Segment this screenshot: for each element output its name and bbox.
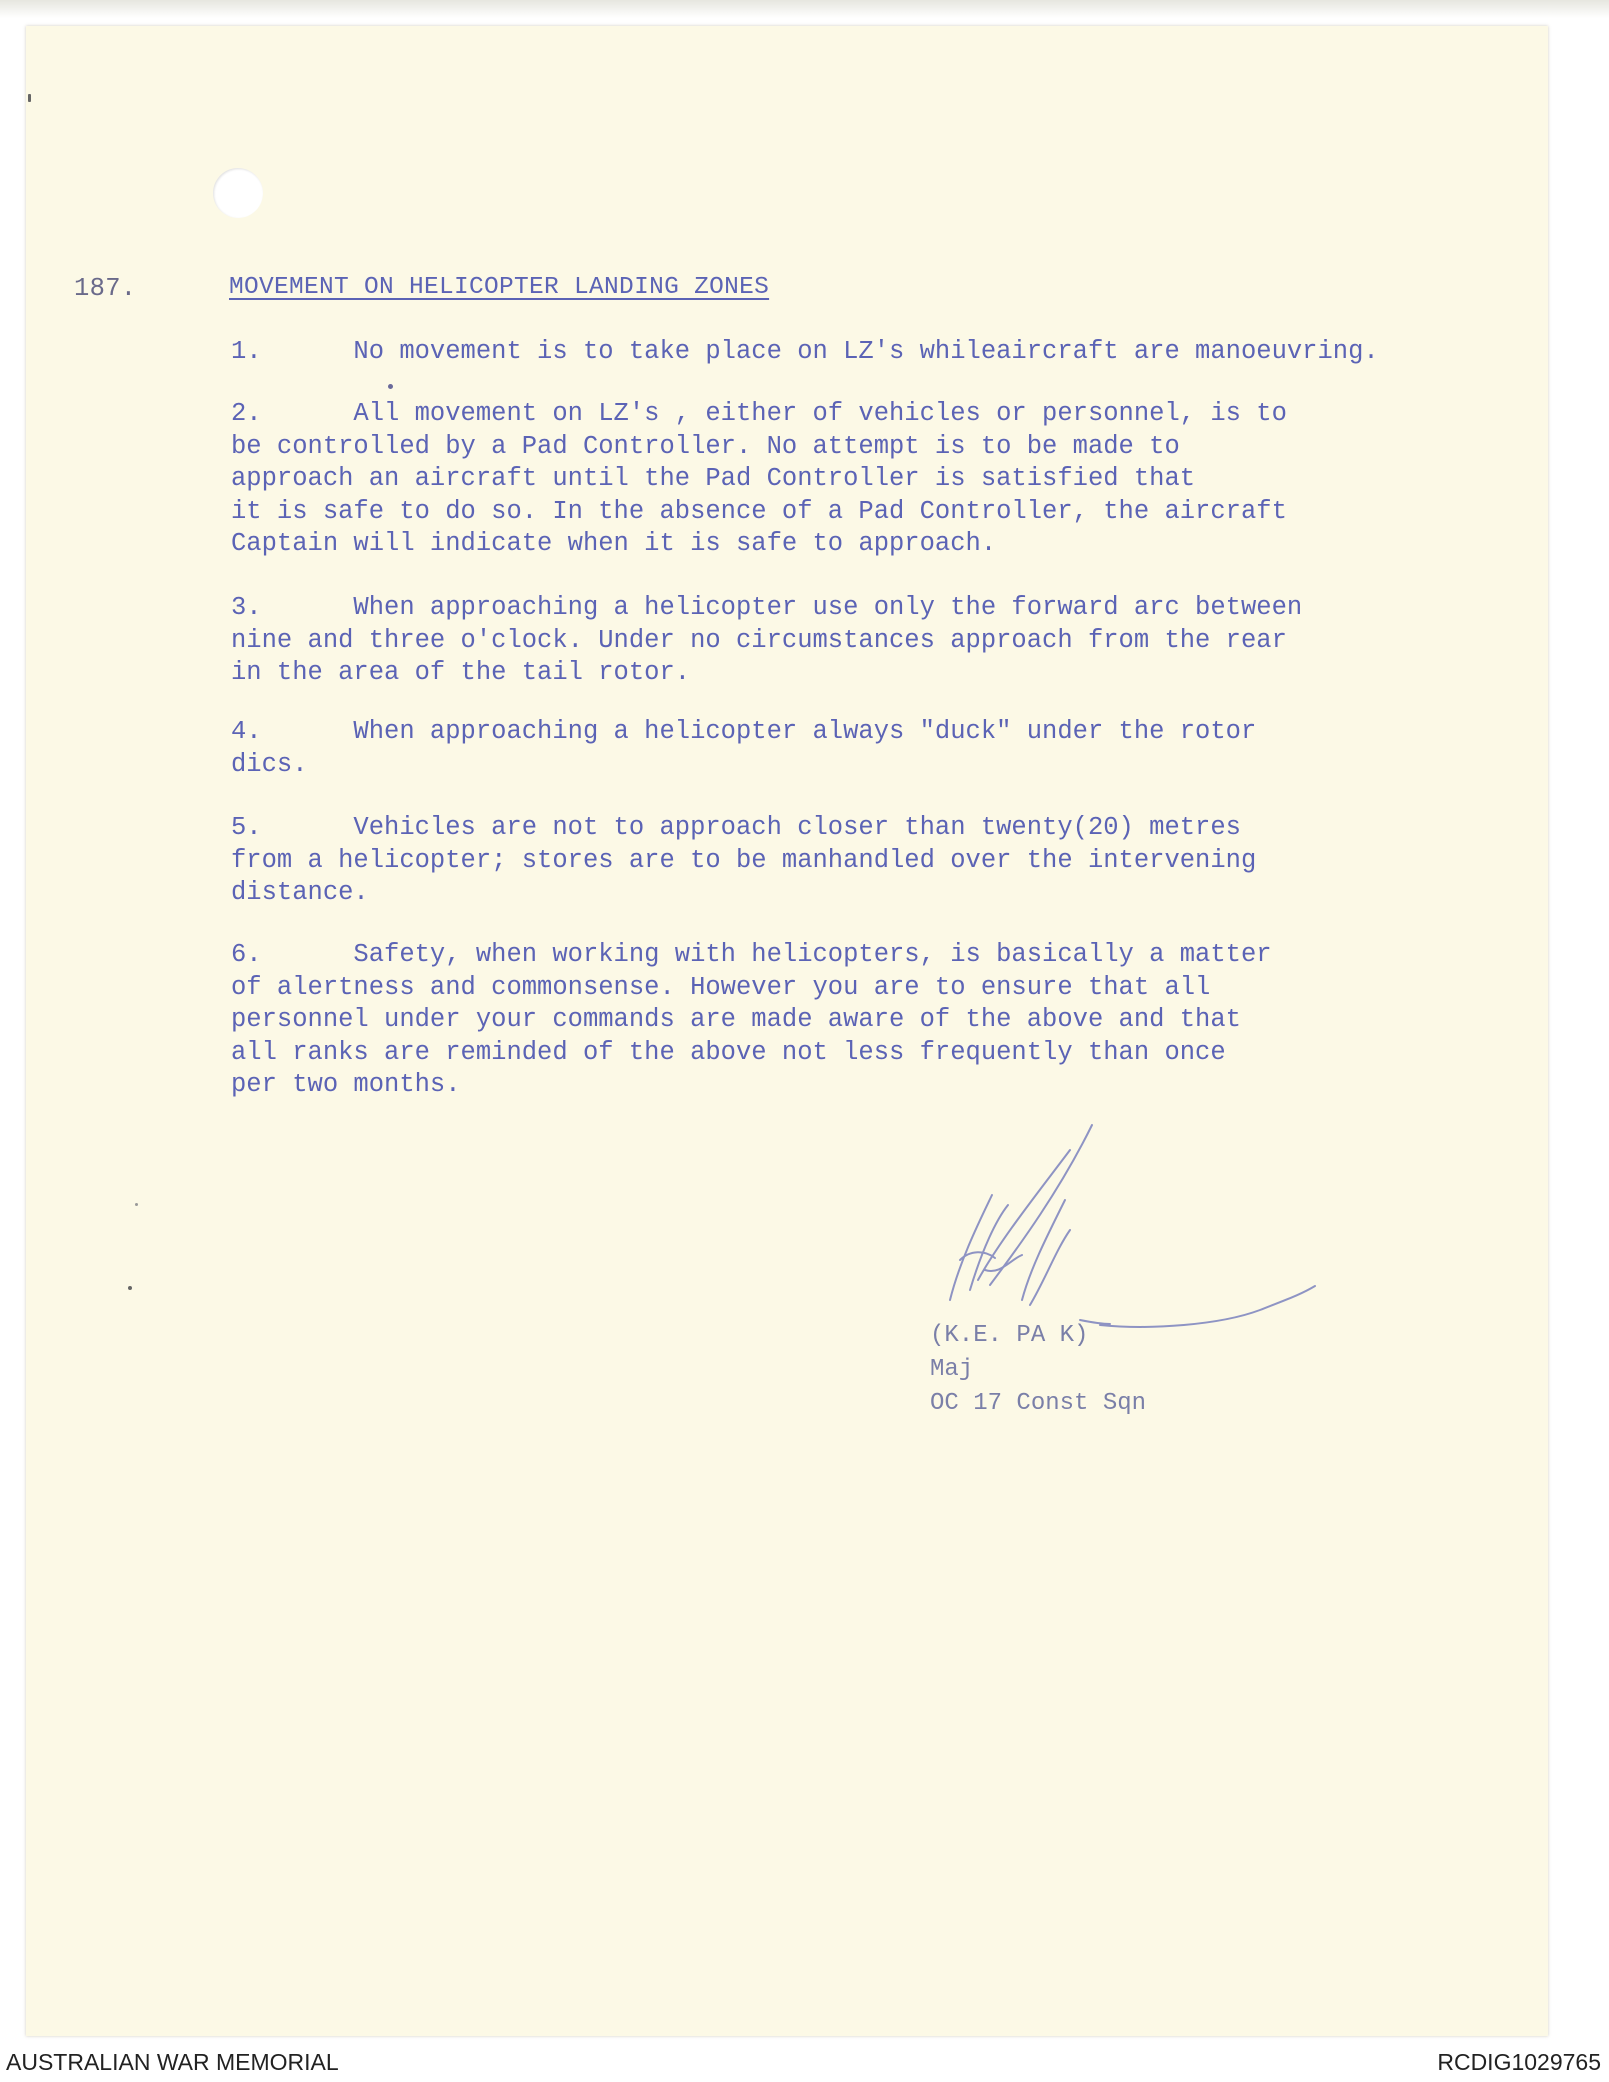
paragraph-3: [231, 592, 1302, 690]
paper-speck: [128, 1286, 132, 1290]
paper-speck: [28, 94, 31, 102]
paragraph-line: per two months.: [231, 1070, 461, 1099]
archive-footer-left: AUSTRALIAN WAR MEMORIAL: [6, 2049, 339, 2075]
paragraph-line: nine and three o'clock. Under no circumstances approach from the rear: [231, 625, 1287, 655]
signatory-name: (K.E. PA K): [930, 1322, 1089, 1349]
paragraph-4: [231, 716, 1256, 781]
paragraph-line: of alertness and commonsense. However you are to ensure that all: [231, 972, 1211, 1002]
signatory-rank: Maj: [930, 1356, 974, 1383]
paragraph-line: all ranks are reminded of the above not less frequently than once: [231, 1037, 1226, 1067]
paragraph-line: be controlled by a Pad Controller. No attempt is to be made to: [231, 431, 1180, 461]
paragraph-2: [231, 398, 1287, 561]
paragraph-line: 2. All movement on LZ's , either of vehicles or personnel, is to: [231, 399, 1287, 428]
paragraph-6: [231, 939, 1272, 1102]
punch-hole: [213, 168, 263, 218]
paper-speck: [388, 384, 393, 389]
paragraph-line: approach an aircraft until the Pad Controller is satisfied that: [231, 464, 1196, 493]
paragraph-line: 3. When approaching a helicopter use only the forward arc between: [231, 593, 1303, 622]
paragraph-line: personnel under your commands are made aware of the above and that: [231, 1005, 1241, 1034]
handwritten-signature: [930, 1100, 1350, 1340]
paragraph-line: distance.: [231, 878, 369, 907]
paragraph-1: [231, 336, 1379, 369]
scan-top-edge: [0, 0, 1609, 18]
document-title: MOVEMENT ON HELICOPTER LANDING ZONES: [229, 274, 770, 301]
paragraph-line: 1. No movement is to take place on LZ's whileaircraft are manoeuvring.: [231, 337, 1379, 366]
paper-speck: [135, 1203, 138, 1206]
paragraph-line: from a helicopter; stores are to be manhandled over the intervening: [231, 845, 1257, 875]
paragraph-line: 5. Vehicles are not to approach closer than twenty(20) metres: [231, 813, 1241, 842]
paragraph-line: dics.: [231, 749, 308, 779]
archive-footer-right: RCDIG1029765: [1437, 2049, 1601, 2075]
paragraph-line: it is safe to do so. In the absence of a Pad Controller, the aircraft: [231, 496, 1287, 526]
paragraph-line: in the area of the tail rotor.: [231, 658, 691, 687]
paragraph-line: 6. Safety, when working with helicopters, is basically a matter: [231, 940, 1272, 969]
paragraph-line: 4. When approaching a helicopter always "duck" under the rotor: [231, 717, 1257, 746]
signatory-unit: OC 17 Const Sqn: [930, 1390, 1147, 1417]
document-number: 187.: [74, 274, 137, 303]
paragraph-line: Captain will indicate when it is safe to approach.: [231, 529, 997, 558]
paragraph-5: [231, 812, 1256, 910]
